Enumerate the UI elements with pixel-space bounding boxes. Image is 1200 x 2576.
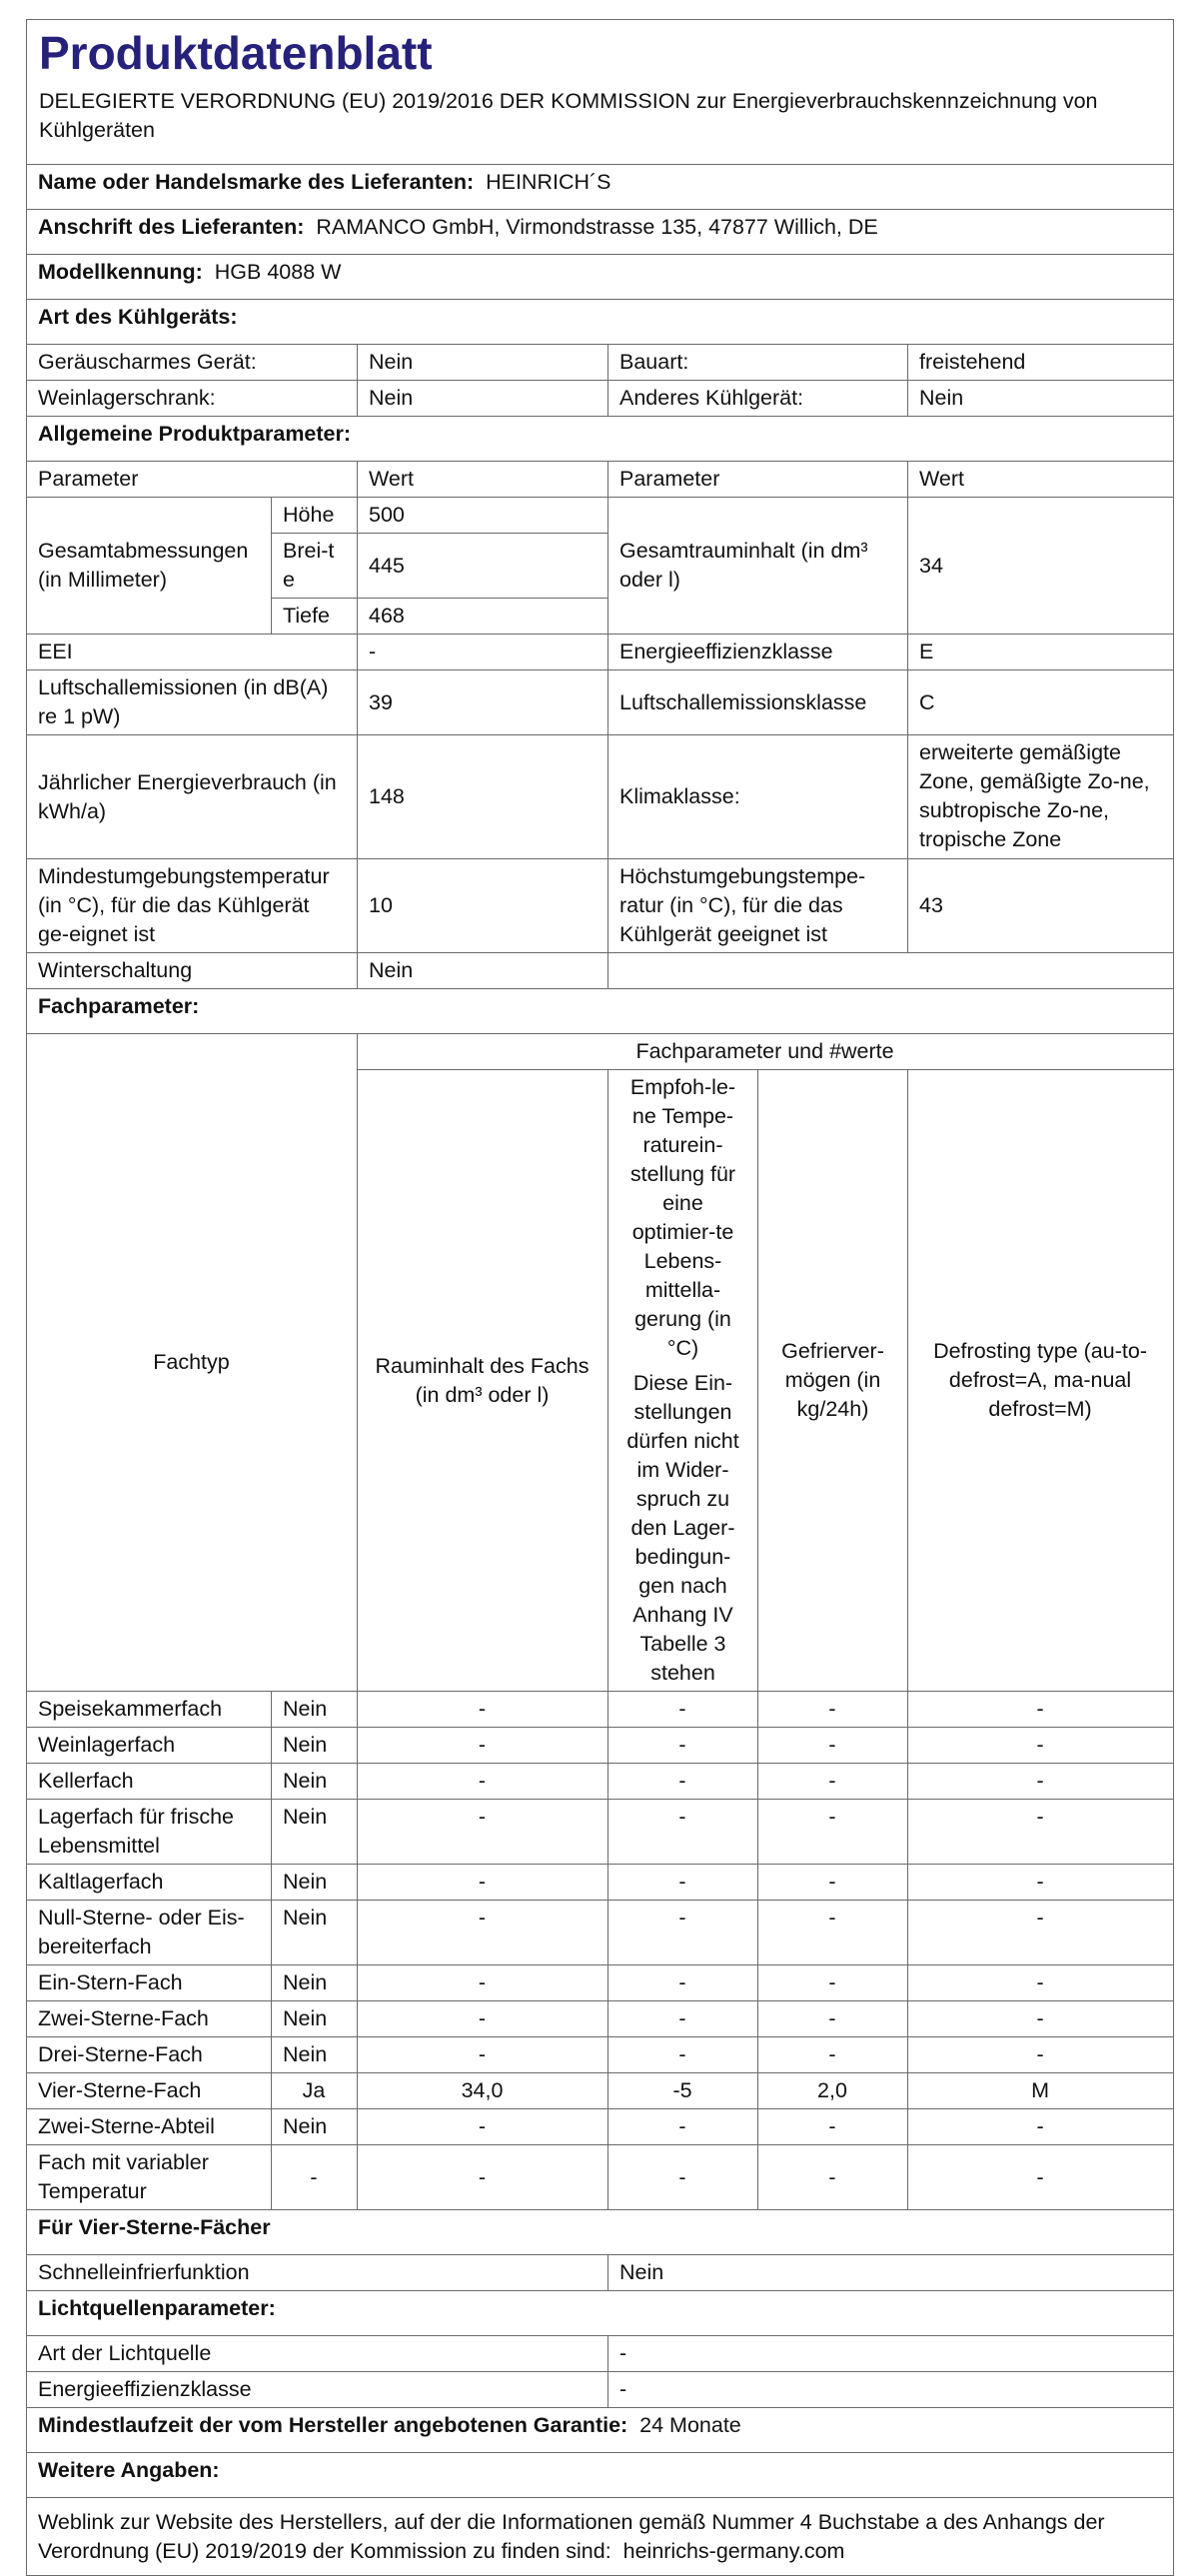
table-row	[27, 1692, 1174, 1728]
compartment-freeze: -	[758, 1965, 908, 2001]
col-parameter: Parameter	[27, 462, 358, 498]
page-title: Produktdatenblatt	[39, 27, 433, 79]
general-parameters-heading: Allgemeine Produktparameter:	[27, 417, 1174, 462]
table-row	[27, 1800, 1174, 1865]
col-parameter-2: Parameter	[608, 462, 908, 498]
other-appliance-value: Nein	[908, 381, 1174, 417]
col-compartment-volume: Rauminhalt des Fachs (in dm³ oder l)	[358, 1070, 608, 1692]
compartment-type: Weinlagerfach	[27, 1728, 272, 1764]
compartment-present: Nein	[272, 1728, 358, 1764]
compartment-temp: -	[608, 2145, 758, 2210]
quick-freeze-label: Schnelleinfrierfunktion	[27, 2255, 608, 2291]
further-info-body: Weblink zur Website des Herstellers, auf der die Informationen gemäß Nummer 4 Buchstabe a des Anhangs der Verordnung (EU) 2019/2019 der Kommission zu finden sind:	[38, 2509, 1105, 2563]
light-energy-class-value: -	[608, 2372, 1174, 2408]
table-row	[27, 1865, 1174, 1901]
compartment-freeze: -	[758, 1764, 908, 1800]
compartment-defrost: -	[908, 2001, 1174, 2037]
energy-class-label: Energieeffizienzklasse	[608, 635, 908, 670]
min-ambient-temp-value: 10	[358, 859, 608, 953]
model-label: Modellkennung:	[38, 260, 203, 284]
data-sheet-table	[26, 19, 1174, 2576]
dimensions-label: Gesamtabmessungen (in Millimeter)	[27, 498, 272, 635]
compartment-type: Vier-Sterne-Fach	[27, 2073, 272, 2109]
compartment-type: Drei-Sterne-Fach	[27, 2037, 272, 2073]
compartment-temp: -	[608, 1764, 758, 1800]
total-volume-label: Gesamtrauminhalt (in dm³ oder l)	[608, 498, 908, 635]
compartment-defrost: -	[908, 1800, 1174, 1865]
compartment-temp: -	[608, 1800, 758, 1865]
eei-value: -	[358, 635, 608, 670]
product-data-sheet	[26, 19, 1173, 2576]
compartment-present: Nein	[272, 2001, 358, 2037]
compartment-defrost: -	[908, 1965, 1174, 2001]
compartment-type: Ein-Stern-Fach	[27, 1965, 272, 2001]
supplier-name-label: Name oder Handelsmarke des Lieferanten:	[38, 170, 475, 194]
compartment-volume: -	[358, 2145, 608, 2210]
compartment-temp: -	[608, 1901, 758, 1965]
low-noise-label: Geräuscharmes Gerät:	[27, 345, 358, 381]
compartment-temp: -	[608, 1965, 758, 2001]
energy-class-value: E	[908, 635, 1174, 670]
col-recommended-temp	[608, 1070, 758, 1692]
compartment-present: Nein	[272, 1764, 358, 1800]
compartment-defrost: -	[908, 1728, 1174, 1764]
noise-label: Luftschallemissionen (in dB(A) re 1 pW)	[27, 670, 358, 735]
compartment-present: Nein	[272, 1800, 358, 1865]
light-source-heading: Lichtquellenparameter:	[27, 2291, 1174, 2336]
compartment-temp: -5	[608, 2073, 758, 2109]
height-label: Höhe	[272, 498, 358, 534]
compartment-type: Lagerfach für frische Lebensmittel	[27, 1800, 272, 1865]
compartment-defrost: -	[908, 1901, 1174, 1965]
compartment-present: Nein	[272, 1692, 358, 1728]
design-value: freistehend	[908, 345, 1174, 381]
compartment-freeze: -	[758, 1865, 908, 1901]
table-row	[27, 2109, 1174, 2145]
compartment-freeze: -	[758, 1692, 908, 1728]
compartment-freeze: -	[758, 2037, 908, 2073]
compartment-defrost: -	[908, 1764, 1174, 1800]
compartment-present: Ja	[272, 2073, 358, 2109]
col-recommended-temp-text: Empfoh-le-ne Tempe-raturein-stellung für eine optimier-te Lebens-mittella-gerung (in °C)	[629, 1075, 736, 1360]
compartment-present: Nein	[272, 2109, 358, 2145]
model-row	[27, 255, 1174, 300]
width-label: Brei-te	[272, 534, 358, 599]
compartment-group-header: Fachparameter und #werte	[358, 1034, 1174, 1070]
compartment-type: Speisekammerfach	[27, 1692, 272, 1728]
low-noise-value: Nein	[358, 345, 608, 381]
regulation-subtitle: DELEGIERTE VERORDNUNG (EU) 2019/2016 DER KOMMISSION zur Energieverbrauchskennzeichnung von Kühlgeräten	[39, 89, 1098, 142]
climate-class-label: Klimaklasse:	[608, 735, 908, 859]
warranty-row	[27, 2408, 1174, 2453]
light-type-label: Art der Lichtquelle	[27, 2336, 608, 2372]
compartment-defrost: -	[908, 2109, 1174, 2145]
supplier-name-row	[27, 165, 1174, 210]
further-info-heading: Weitere Angaben:	[27, 2453, 1174, 2498]
height-value: 500	[358, 498, 608, 534]
col-value-2: Wert	[908, 462, 1174, 498]
width-value: 445	[358, 534, 608, 599]
depth-value: 468	[358, 599, 608, 635]
compartment-volume: -	[358, 1800, 608, 1865]
compartment-parameters-heading: Fachparameter:	[27, 989, 1174, 1034]
winter-switch-label: Winterschaltung	[27, 953, 358, 989]
compartment-volume: -	[358, 1865, 608, 1901]
compartment-volume: -	[358, 2109, 608, 2145]
compartment-defrost: M	[908, 2073, 1174, 2109]
supplier-name-value: HEINRICH´S	[486, 170, 611, 194]
wine-cabinet-label: Weinlagerschrank:	[27, 381, 358, 417]
winter-switch-value: Nein	[358, 953, 608, 989]
compartment-freeze: -	[758, 1728, 908, 1764]
wine-cabinet-value: Nein	[358, 381, 608, 417]
table-row	[27, 2073, 1174, 2109]
further-info-text	[27, 2498, 1174, 2576]
compartment-present: Nein	[272, 1901, 358, 1965]
manufacturer-weblink[interactable]: heinrichs-germany.com	[622, 2538, 845, 2563]
max-ambient-temp-value: 43	[908, 859, 1174, 953]
compartment-volume: -	[358, 1764, 608, 1800]
compartment-present: Nein	[272, 2037, 358, 2073]
table-row	[27, 2145, 1174, 2210]
compartment-freeze: 2,0	[758, 2073, 908, 2109]
supplier-address-row	[27, 210, 1174, 255]
compartment-present: -	[272, 2145, 358, 2210]
compartment-temp: -	[608, 1865, 758, 1901]
noise-class-value: C	[908, 670, 1174, 735]
col-recommended-temp-note: Diese Ein-stellungen dürfen nicht im Wider-spruch zu den Lager-bedingun-gen nach Anhang IV Tabelle 3 stehen	[626, 1371, 739, 1685]
appliance-type-heading: Art des Kühlgeräts:	[27, 300, 1174, 345]
compartment-temp: -	[608, 2037, 758, 2073]
compartment-volume: -	[358, 1901, 608, 1965]
min-ambient-temp-label: Mindestumgebungstemperatur (in °C), für die das Kühlgerät ge-eignet ist	[27, 859, 358, 953]
compartment-type: Zwei-Sterne-Abteil	[27, 2109, 272, 2145]
compartment-volume: -	[358, 2001, 608, 2037]
supplier-address-value: RAMANCO GmbH, Virmondstrasse 135, 47877 Willich, DE	[316, 215, 878, 239]
noise-class-label: Luftschallemissionsklasse	[608, 670, 908, 735]
compartment-freeze: -	[758, 2109, 908, 2145]
compartment-defrost: -	[908, 2037, 1174, 2073]
compartment-present: Nein	[272, 1865, 358, 1901]
table-row	[27, 2037, 1174, 2073]
compartment-volume: -	[358, 1692, 608, 1728]
climate-class-value: erweiterte gemäßigte Zone, gemäßigte Zo-ne, subtropische Zo-ne, tropische Zone	[908, 735, 1174, 859]
table-row	[27, 1965, 1174, 2001]
compartment-volume: -	[358, 1965, 608, 2001]
col-compartment-type: Fachtyp	[27, 1034, 358, 1692]
warranty-label: Mindestlaufzeit der vom Hersteller angebotenen Garantie:	[38, 2413, 628, 2437]
annual-energy-label: Jährlicher Energieverbrauch (in kWh/a)	[27, 735, 358, 859]
quick-freeze-value: Nein	[608, 2255, 1174, 2291]
compartment-temp: -	[608, 1692, 758, 1728]
four-star-heading: Für Vier-Sterne-Fächer	[27, 2210, 1174, 2255]
col-defrost-type: Defrosting type (au-to-defrost=A, ma-nual defrost=M)	[908, 1070, 1174, 1692]
compartment-freeze: -	[758, 1800, 908, 1865]
compartment-type: Kaltlagerfach	[27, 1865, 272, 1901]
compartment-volume: 34,0	[358, 2073, 608, 2109]
empty-cell	[608, 953, 1174, 989]
compartment-temp: -	[608, 2001, 758, 2037]
compartment-defrost: -	[908, 1692, 1174, 1728]
light-type-value: -	[608, 2336, 1174, 2372]
design-label: Bauart:	[608, 345, 908, 381]
compartment-type: Null-Sterne- oder Eis-bereiterfach	[27, 1901, 272, 1965]
table-row	[27, 1901, 1174, 1965]
total-volume-value: 34	[908, 498, 1174, 635]
compartment-freeze: -	[758, 2001, 908, 2037]
table-row	[27, 1764, 1174, 1800]
compartment-type: Zwei-Sterne-Fach	[27, 2001, 272, 2037]
compartment-volume: -	[358, 1728, 608, 1764]
model-value: HGB 4088 W	[214, 260, 342, 284]
compartment-defrost: -	[908, 2145, 1174, 2210]
eei-label: EEI	[27, 635, 358, 670]
compartment-type: Fach mit variabler Temperatur	[27, 2145, 272, 2210]
compartment-present: Nein	[272, 1965, 358, 2001]
compartment-volume: -	[358, 2037, 608, 2073]
compartment-defrost: -	[908, 1865, 1174, 1901]
col-freezing-capacity: Gefrierver-mögen (in kg/24h)	[758, 1070, 908, 1692]
col-value: Wert	[358, 462, 608, 498]
noise-value: 39	[358, 670, 608, 735]
max-ambient-temp-label: Höchstumgebungstempe-ratur (in °C), für die das Kühlgerät geeignet ist	[608, 859, 908, 953]
other-appliance-label: Anderes Kühlgerät:	[608, 381, 908, 417]
table-row	[27, 1728, 1174, 1764]
compartment-freeze: -	[758, 1901, 908, 1965]
annual-energy-value: 148	[358, 735, 608, 859]
table-row	[27, 2001, 1174, 2037]
compartment-temp: -	[608, 2109, 758, 2145]
supplier-address-label: Anschrift des Lieferanten:	[38, 215, 305, 239]
depth-label: Tiefe	[272, 599, 358, 635]
compartment-temp: -	[608, 1728, 758, 1764]
warranty-value: 24 Monate	[639, 2413, 741, 2437]
compartment-freeze: -	[758, 2145, 908, 2210]
title-block	[27, 20, 1174, 165]
compartment-type: Kellerfach	[27, 1764, 272, 1800]
light-energy-class-label: Energieeffizienzklasse	[27, 2372, 608, 2408]
